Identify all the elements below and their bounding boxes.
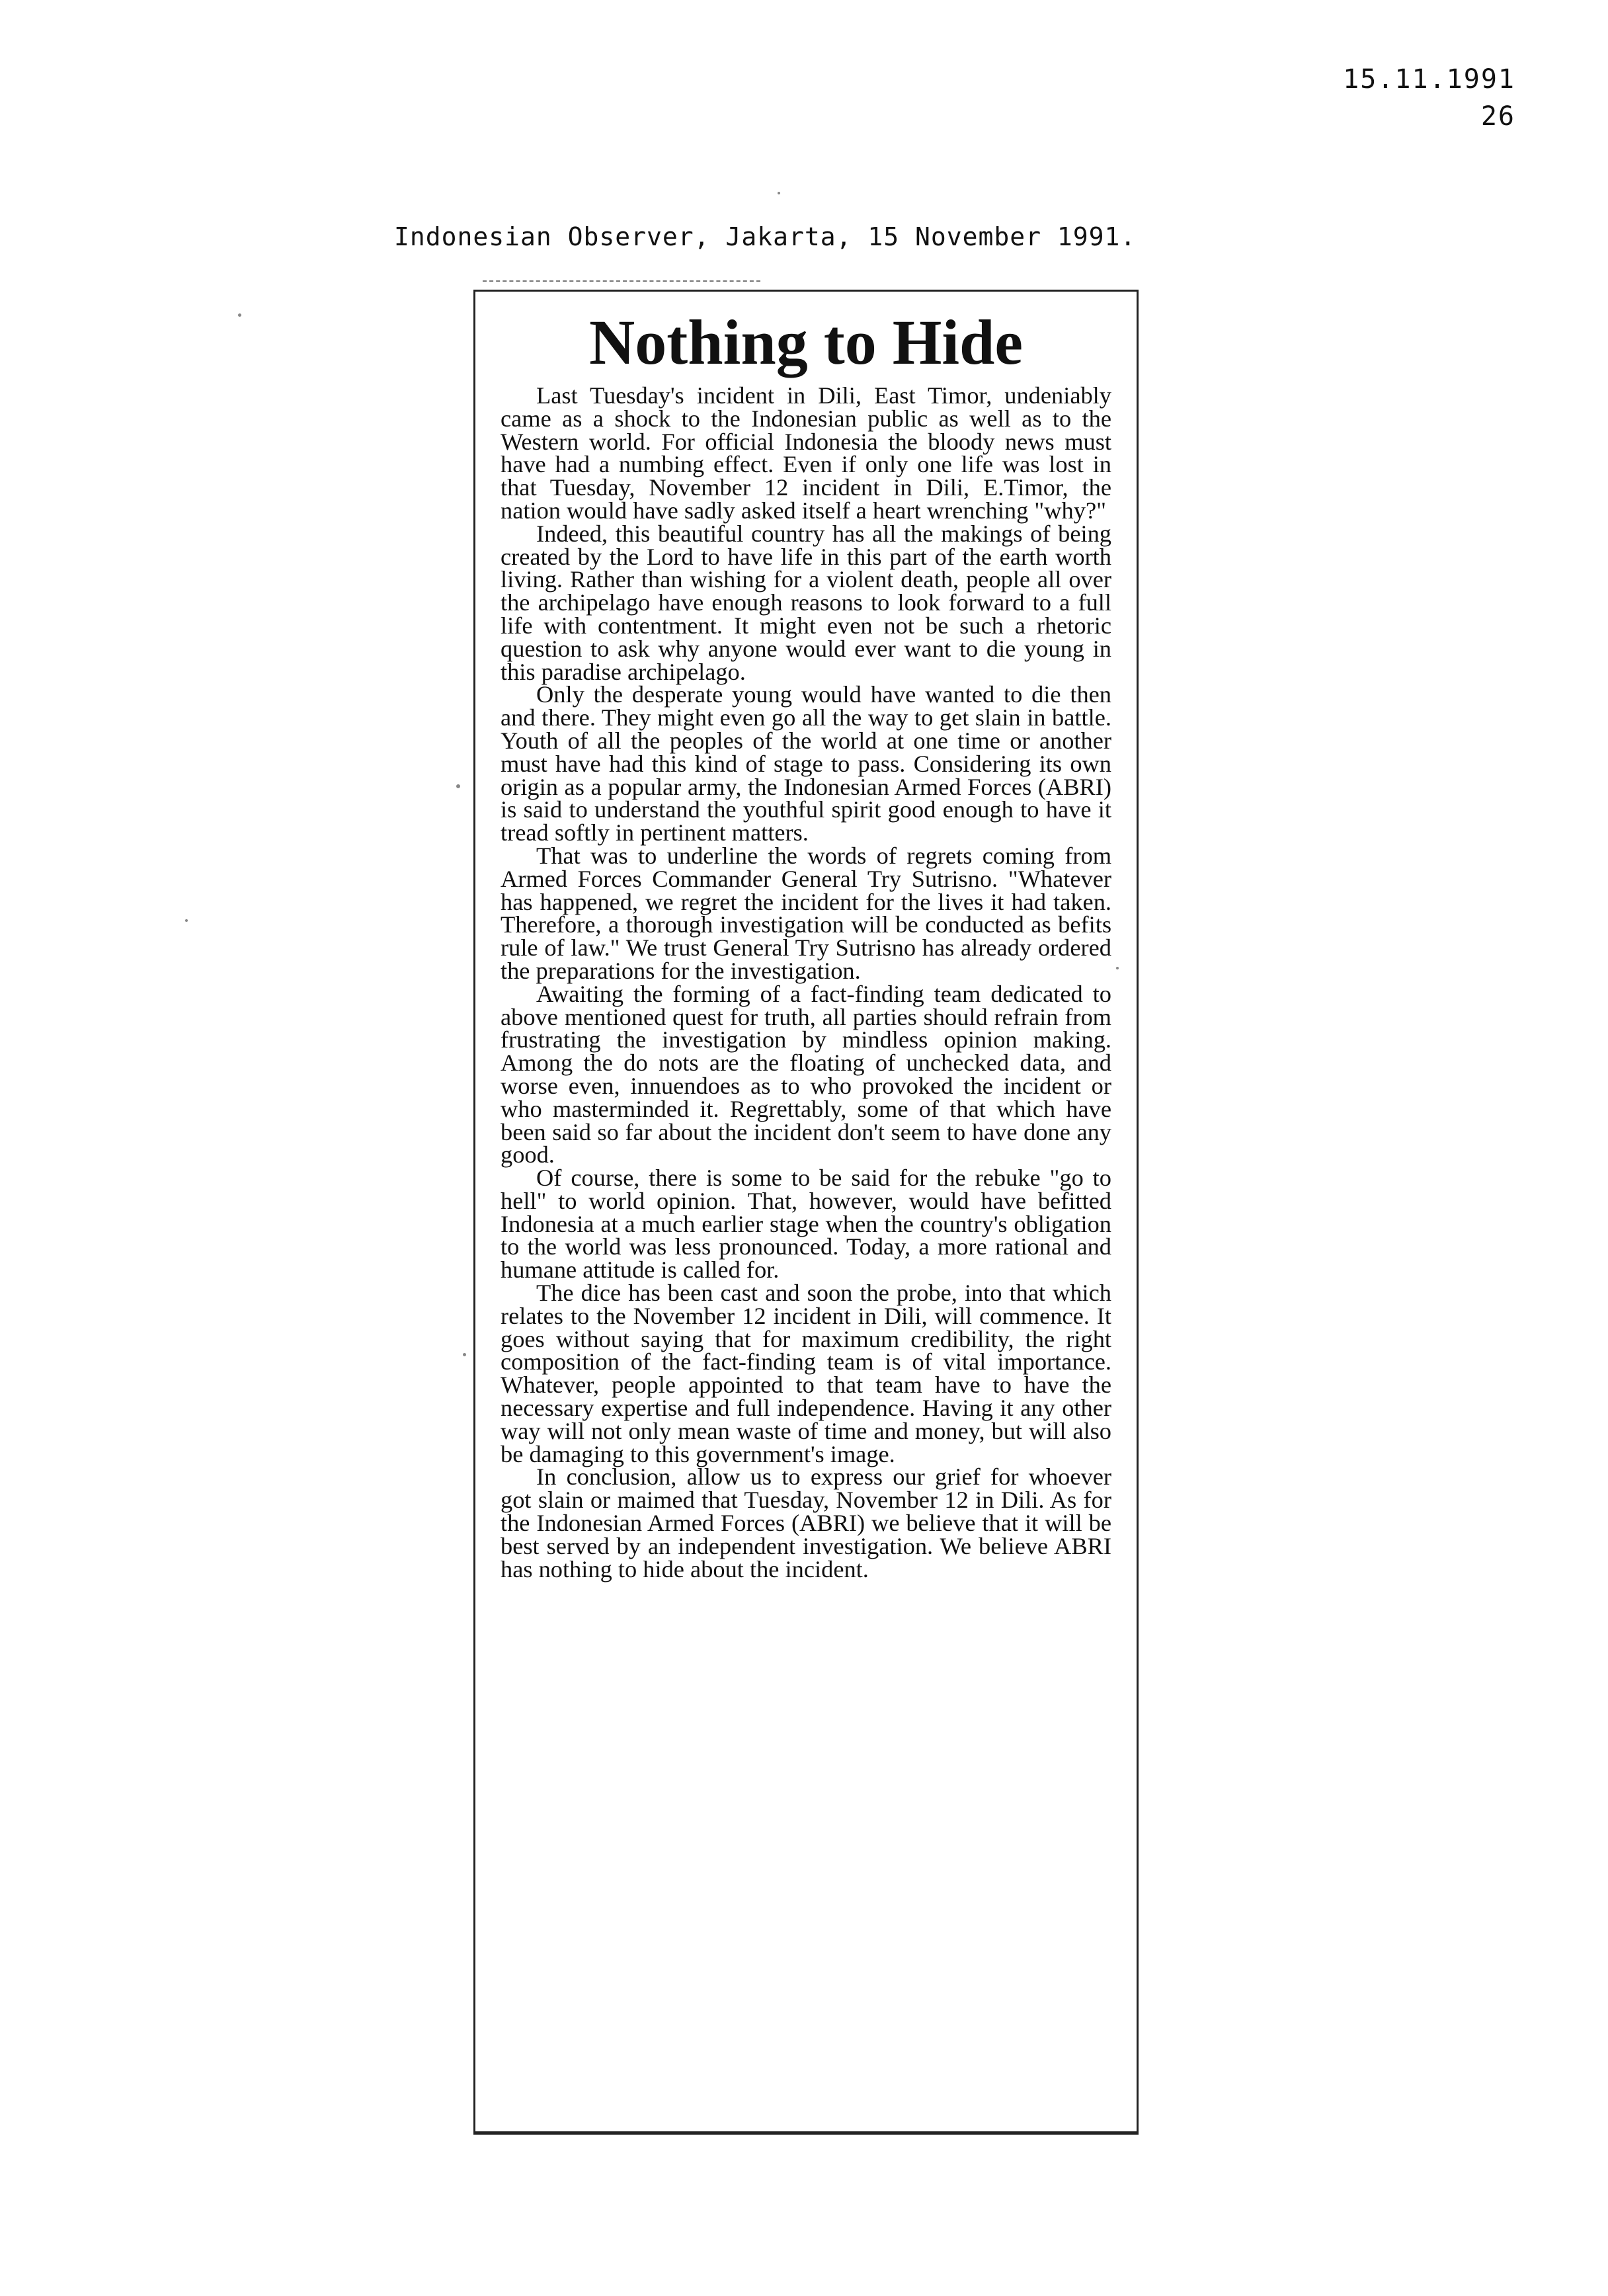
- archive-page-number: 26: [1480, 101, 1515, 132]
- article-paragraph: Only the desperate young would have wanted to die then and there. They might even go all the way to get slain in battle. Youth of all the peoples of the world at one time or another must have had this kind of stage to pass. Considering its own origin as a popular army, the Indonesian Armed Forces (ABRI) is said to understand the youthful spirit good enough to have it tread softly in pertinent matters.: [501, 681, 1111, 846]
- scan-speck: [778, 192, 780, 194]
- scan-speck: [463, 1353, 466, 1356]
- archive-stamp: [1343, 61, 1515, 135]
- clipping-top-rule: [483, 280, 760, 282]
- article-paragraph: That was to underline the words of regrets coming from Armed Forces Commander General Try Sutrisno. "Whatever has happened, we regret the incident for the lives it had taken. Therefore, a thorough investigation will be conducted as befits rule of law." We trust General Try Sutrisno has already ordered the preparations for the investigation.: [501, 842, 1111, 984]
- article-paragraph: Last Tuesday's incident in Dili, East Timor, undeniably came as a shock to the Indonesian public as well as to the Western world. For official Indonesia the bloody news must have had a numbing effect. Even if only one life was lost in that Tuesday, November 12 incident in Dili, E.Timor, the nation would have sadly asked itself a heart wrenching "why?": [501, 382, 1111, 524]
- archive-date: 15.11.1991: [1343, 64, 1515, 95]
- scan-speck: [185, 919, 188, 922]
- newspaper-clipping: [473, 290, 1139, 2135]
- source-line: Indonesian Observer, Jakarta, 15 November 1991.: [394, 222, 1137, 251]
- article-paragraph: Indeed, this beautiful country has all the makings of being created by the Lord to have life in this part of the earth worth living. Rather than wishing for a violent death, people all over the archipelago have enough reasons to look forward to a full life with contentment. It might even not be such a rhetoric question to ask why anyone would ever want to die young in this paradise archipelago.: [501, 520, 1111, 685]
- article-paragraph: The dice has been cast and soon the probe, into that which relates to the November 12 incident in Dili, will commence. It goes without saying that for maximum credibility, the right composition of the fact-finding team is of vital importance. Whatever, people appointed to that team have to have the necessary expertise and full independence. Having it any other way will not only mean waste of time and money, but will also be damaging to this government's image.: [501, 1280, 1111, 1467]
- article-paragraph: In conclusion, allow us to express our grief for whoever got slain or maimed that Tuesday, November 12 in Dili. As for the Indonesian Armed Forces (ABRI) we believe that it will be best served by an independent investigation. We believe ABRI has nothing to hide about the incident.: [501, 1463, 1111, 1582]
- scan-speck: [456, 784, 460, 788]
- article-paragraph: Awaiting the forming of a fact-finding team dedicated to above mentioned quest for truth, all parties should refrain from frustrating the investigation by mindless opinion making. Among the do nots are the floating of unchecked data, and worse even, innuendoes as to who provoked the incident or who masterminded it. Regrettably, some of that which have been said so far about the incident don't seem to have done any good.: [501, 980, 1111, 1168]
- article-paragraph: Of course, there is some to be said for the rebuke "go to hell" to world opinion. That, however, would have befitted Indonesia at a much earlier stage when the country's obligation to the world was less pronounced. Today, a more rational and humane attitude is called for.: [501, 1165, 1111, 1284]
- scan-speck: [238, 313, 241, 317]
- scan-speck: [1116, 967, 1119, 969]
- article-body: [501, 384, 1111, 1580]
- article-headline: Nothing to Hide: [588, 307, 1024, 378]
